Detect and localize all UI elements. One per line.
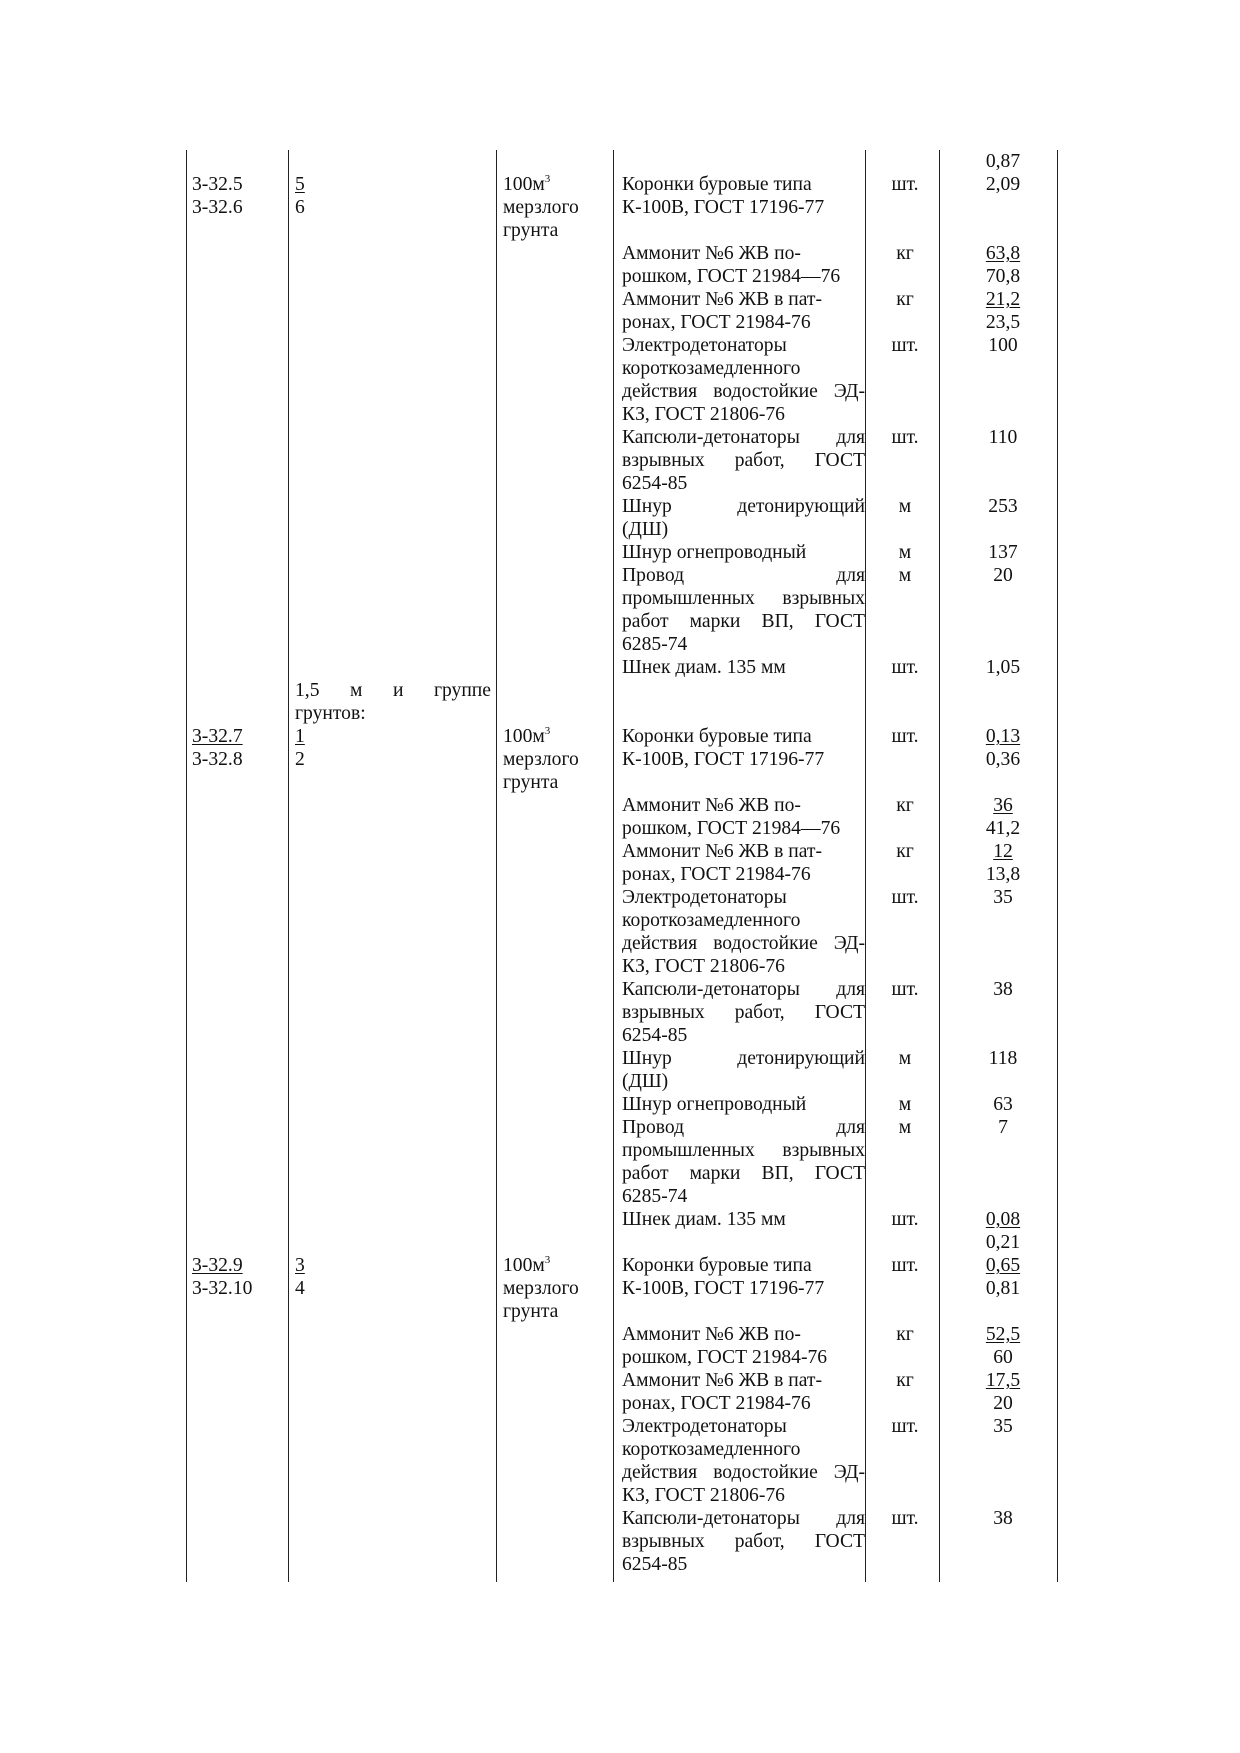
resource-name (622, 357, 865, 380)
cell-text: Аммонит №6 ЖВ в пат- (622, 1370, 823, 1391)
norm-value (945, 288, 1061, 311)
cell-text: 6254-85 (622, 1554, 688, 1575)
cell-text: 100м (503, 174, 545, 195)
cell-text: шт. (891, 427, 919, 448)
measure-unit (503, 771, 558, 794)
cell-text: рошком, ГОСТ 21984-76 (622, 1347, 828, 1368)
norm-value (945, 1047, 1061, 1070)
resource-name (622, 1139, 865, 1162)
resource-unit (869, 288, 941, 311)
norm-value (945, 1507, 1061, 1530)
cell-text: Шнур огнепроводный (622, 542, 807, 563)
cell-text: рошком, ГОСТ 21984—76 (622, 266, 841, 287)
cell-text: работ марки ВП, ГОСТ (622, 611, 865, 632)
resource-name (622, 1323, 865, 1346)
resource-unit (869, 173, 941, 196)
cell-text: промышленных взрывных (622, 588, 865, 609)
cell-text: (ДШ) (622, 519, 669, 540)
resource-unit (869, 725, 941, 748)
resource-name (622, 1047, 865, 1070)
norm-value (945, 886, 1061, 909)
cell-text: рошком, ГОСТ 21984—76 (622, 818, 841, 839)
resource-name (622, 1277, 865, 1300)
resource-name (622, 242, 865, 265)
norm-value (945, 840, 1061, 863)
cell-text: 35 (993, 887, 1013, 908)
resource-unit (869, 1116, 941, 1139)
cell-text: кг (896, 841, 914, 862)
cell-text: 4 (295, 1278, 305, 1299)
cell-text: 6285-74 (622, 634, 688, 655)
resource-name (622, 449, 865, 472)
resource-name (622, 288, 865, 311)
measure-unit (503, 1300, 558, 1323)
cell-text: 38 (993, 1508, 1013, 1529)
cell-text: Аммонит №6 ЖВ по- (622, 243, 801, 264)
cell-text: 1,5 м и группе (295, 680, 491, 701)
norm-value (945, 495, 1061, 518)
cell-text: 60 (993, 1347, 1013, 1368)
cell-text: 137 (988, 542, 1018, 563)
norm-value (945, 817, 1061, 840)
norm-value (945, 242, 1061, 265)
cell-text: 63 (993, 1094, 1013, 1115)
table-column-border (186, 150, 187, 1582)
cell-text: 3-32.7 (192, 726, 243, 747)
resource-name (622, 1438, 865, 1461)
resource-name (622, 633, 865, 656)
cell-text: Электродетонаторы (622, 335, 787, 356)
group-number (295, 725, 305, 748)
cell-text: КЗ, ГОСТ 21806-76 (622, 404, 785, 425)
cell-text: Капсюли-детонаторы для (622, 979, 865, 1000)
cell-text: шт. (891, 1255, 919, 1276)
cell-text: 21,2 (985, 289, 1021, 310)
resource-name (622, 196, 865, 219)
cell-text: 2 (295, 749, 305, 770)
cell-text: 0,08 (985, 1209, 1021, 1230)
cell-text: Электродетонаторы (622, 887, 787, 908)
resource-name (622, 311, 865, 334)
cell-text: короткозамедленного (622, 910, 801, 931)
cell-text: 6254-85 (622, 1025, 688, 1046)
norm-code (192, 748, 243, 771)
group-number (295, 702, 366, 725)
resource-name (622, 1369, 865, 1392)
cell-text: ронах, ГОСТ 21984-76 (622, 864, 811, 885)
norm-value (945, 863, 1061, 886)
norm-value (945, 1231, 1061, 1254)
cell-text: 0,21 (985, 1232, 1021, 1253)
cell-text: 36 (993, 795, 1013, 816)
cell-text: шт. (891, 657, 919, 678)
cell-text: мерзлого (503, 749, 579, 770)
cell-text: 3-32.8 (192, 749, 243, 770)
norm-value (945, 1323, 1061, 1346)
cell-text: короткозамедленного (622, 1439, 801, 1460)
resource-name (622, 472, 865, 495)
cell-text: 63,8 (985, 243, 1021, 264)
norm-value (945, 1346, 1061, 1369)
resource-name (622, 426, 865, 449)
norm-value (945, 794, 1061, 817)
resource-name (622, 794, 865, 817)
norm-value (945, 173, 1061, 196)
group-caption (295, 679, 491, 702)
cell-text: шт. (891, 335, 919, 356)
cell-text: 6 (295, 197, 305, 218)
norm-value (945, 426, 1061, 449)
cell-text: кг (896, 243, 914, 264)
resource-name (622, 955, 865, 978)
cell-text: ронах, ГОСТ 21984-76 (622, 312, 811, 333)
resource-unit (869, 495, 941, 518)
cell-text: 6285-74 (622, 1186, 688, 1207)
norm-value (945, 1415, 1061, 1438)
norm-code (192, 196, 243, 219)
cell-text: 3-32.6 (192, 197, 243, 218)
group-number (295, 196, 305, 219)
table-column-border (865, 150, 866, 1582)
cell-text: 5 (295, 174, 305, 195)
cell-text: 0,65 (985, 1255, 1021, 1276)
resource-name (622, 1346, 865, 1369)
cell-text: грунта (503, 772, 559, 793)
resource-name (622, 909, 865, 932)
cell-text: 20 (993, 565, 1013, 586)
cell-text: 100м (503, 726, 545, 747)
resource-unit (869, 1323, 941, 1346)
measure-unit (503, 196, 579, 219)
cell-text: 1 (295, 726, 305, 747)
norm-value (945, 564, 1061, 587)
table-column-border (613, 150, 614, 1582)
cell-text: 3-32.10 (192, 1278, 253, 1299)
cell-text: Аммонит №6 ЖВ по- (622, 795, 801, 816)
resource-unit (869, 978, 941, 1001)
unit-exponent: 3 (544, 725, 551, 737)
cell-text: шт. (891, 174, 919, 195)
cell-text: 118 (988, 1048, 1018, 1069)
norm-value (945, 748, 1061, 771)
cell-text: 3-32.9 (192, 1255, 243, 1276)
norm-value (945, 1392, 1061, 1415)
cell-text: м (898, 1048, 912, 1069)
resource-name (622, 1392, 865, 1415)
table-column-border (288, 150, 289, 1582)
cell-text: м (898, 1094, 912, 1115)
cell-text: 0,36 (985, 749, 1021, 770)
resource-name (622, 1530, 865, 1553)
resource-unit (869, 564, 941, 587)
norm-value (945, 978, 1061, 1001)
resource-unit (869, 1415, 941, 1438)
cell-text: Шнур детонирующий (622, 496, 865, 517)
cell-text: 100м (503, 1255, 545, 1276)
cell-text: Провод для (622, 565, 865, 586)
resource-name (622, 495, 865, 518)
table-column-border (939, 150, 940, 1582)
cell-text: шт. (891, 887, 919, 908)
resource-name (622, 380, 865, 403)
resource-name (622, 840, 865, 863)
cell-text: (ДШ) (622, 1071, 669, 1092)
cell-text: 52,5 (985, 1324, 1021, 1345)
norm-value (945, 1208, 1061, 1231)
resource-name (622, 932, 865, 955)
cell-text: Шнек диам. 135 мм (622, 657, 786, 678)
resource-name (622, 1208, 865, 1231)
resource-name (622, 265, 865, 288)
resource-name (622, 1001, 865, 1024)
cell-text: Провод для (622, 1117, 865, 1138)
cell-text: 38 (993, 979, 1013, 1000)
cell-text: работ марки ВП, ГОСТ (622, 1163, 865, 1184)
norm-value (945, 541, 1061, 564)
cell-text: взрывных работ, ГОСТ (622, 1002, 865, 1023)
cell-text: промышленных взрывных (622, 1140, 865, 1161)
resource-name (622, 541, 865, 564)
cell-text: кг (896, 1370, 914, 1391)
resource-name (622, 518, 865, 541)
cell-text: 0,13 (985, 726, 1021, 747)
group-number (295, 173, 305, 196)
resource-unit (869, 656, 941, 679)
cell-text: Коронки буровые типа (622, 726, 812, 747)
resource-name (622, 1553, 865, 1576)
measure-unit (503, 1277, 579, 1300)
norm-value (945, 725, 1061, 748)
cell-text: 13,8 (985, 864, 1021, 885)
measure-unit (503, 219, 558, 242)
cell-text: 7 (998, 1117, 1008, 1138)
norm-code (192, 1254, 243, 1277)
norm-value (945, 334, 1061, 357)
cell-text: 3-32.5 (192, 174, 243, 195)
resource-name (622, 748, 865, 771)
cell-text: действия водостойкие ЭД- (622, 1462, 865, 1483)
resource-name (622, 1162, 865, 1185)
norm-code (192, 725, 243, 748)
resource-name (622, 1024, 865, 1047)
resource-name (622, 1185, 865, 1208)
cell-text: взрывных работ, ГОСТ (622, 450, 865, 471)
resource-name (622, 1461, 865, 1484)
cell-text: 35 (993, 1416, 1013, 1437)
cell-text: Шнек диам. 135 мм (622, 1209, 786, 1230)
resource-unit (869, 426, 941, 449)
cell-text: кг (896, 289, 914, 310)
unit-exponent: 3 (544, 1254, 551, 1266)
norm-value (945, 1277, 1061, 1300)
resource-name (622, 886, 865, 909)
resource-name (622, 564, 865, 587)
cell-text: м (898, 496, 912, 517)
resource-unit (869, 541, 941, 564)
cell-text: 20 (993, 1393, 1013, 1414)
cell-text: шт. (891, 979, 919, 1000)
cell-text: взрывных работ, ГОСТ (622, 1531, 865, 1552)
resource-name (622, 978, 865, 1001)
cell-text: Коронки буровые типа (622, 1255, 812, 1276)
cell-text: КЗ, ГОСТ 21806-76 (622, 956, 785, 977)
cell-text: мерзлого (503, 1278, 579, 1299)
table-column-border (496, 150, 497, 1582)
resource-name (622, 863, 865, 886)
resource-unit (869, 1208, 941, 1231)
resource-name (622, 403, 865, 426)
cell-text: Шнур огнепроводный (622, 1094, 807, 1115)
norm-code (192, 1277, 252, 1300)
resource-name (622, 656, 865, 679)
cell-text: грунта (503, 220, 559, 241)
measure-unit (503, 725, 550, 748)
cell-text: К-100В, ГОСТ 17196-77 (622, 197, 825, 218)
cell-text: К-100В, ГОСТ 17196-77 (622, 749, 825, 770)
cell-text: 17,5 (985, 1370, 1021, 1391)
measure-unit (503, 1254, 550, 1277)
resource-unit (869, 242, 941, 265)
resource-name (622, 1484, 865, 1507)
cell-text: действия водостойкие ЭД- (622, 933, 865, 954)
resource-name (622, 817, 865, 840)
resource-name (622, 1254, 865, 1277)
cell-text: 0,87 (985, 151, 1021, 172)
cell-text: короткозамедленного (622, 358, 801, 379)
group-number (295, 748, 305, 771)
resource-name (622, 1507, 865, 1530)
cell-text: 3 (295, 1255, 305, 1276)
cell-text: Аммонит №6 ЖВ в пат- (622, 289, 823, 310)
cell-text: Аммонит №6 ЖВ по- (622, 1324, 801, 1345)
cell-text: 110 (988, 427, 1018, 448)
cell-text: грунта (503, 1301, 559, 1322)
cell-text: 100 (988, 335, 1018, 356)
cell-text: м (898, 565, 912, 586)
group-number (295, 1254, 305, 1277)
resource-name (622, 173, 865, 196)
cell-text: 253 (988, 496, 1018, 517)
resource-name (622, 1415, 865, 1438)
resource-name (622, 587, 865, 610)
cell-text: кг (896, 1324, 914, 1345)
norm-value (945, 311, 1061, 334)
cell-text: шт. (891, 1209, 919, 1230)
cell-text: КЗ, ГОСТ 21806-76 (622, 1485, 785, 1506)
resource-unit (869, 1507, 941, 1530)
cell-text: шт. (891, 726, 919, 747)
cell-text: м (898, 542, 912, 563)
resource-unit (869, 794, 941, 817)
cell-text: 70,8 (985, 266, 1021, 287)
cell-text: кг (896, 795, 914, 816)
norm-code (192, 173, 243, 196)
norm-value (945, 1254, 1061, 1277)
cell-text: действия водостойкие ЭД- (622, 381, 865, 402)
cell-text: 0,81 (985, 1278, 1021, 1299)
norm-value (945, 150, 1061, 173)
resource-name (622, 1093, 865, 1116)
resource-unit (869, 334, 941, 357)
resource-name (622, 1116, 865, 1139)
measure-unit (503, 748, 579, 771)
resource-unit (869, 1047, 941, 1070)
cell-text: К-100В, ГОСТ 17196-77 (622, 1278, 825, 1299)
cell-text: 1,05 (985, 657, 1021, 678)
cell-text: Электродетонаторы (622, 1416, 787, 1437)
cell-text: Капсюли-детонаторы для (622, 427, 865, 448)
cell-text: 41,2 (985, 818, 1021, 839)
norm-value (945, 1093, 1061, 1116)
unit-exponent: 3 (544, 173, 551, 185)
resource-unit (869, 886, 941, 909)
cell-text: м (898, 1117, 912, 1138)
resource-unit (869, 840, 941, 863)
measure-unit (503, 173, 550, 196)
cell-text: грунтов: (295, 703, 366, 724)
cell-text: 2,09 (985, 174, 1021, 195)
resource-unit (869, 1369, 941, 1392)
cell-text: 23,5 (985, 312, 1021, 333)
cell-text: шт. (891, 1416, 919, 1437)
norm-value (945, 1369, 1061, 1392)
cell-text: Капсюли-детонаторы для (622, 1508, 865, 1529)
resource-name (622, 1070, 865, 1093)
resource-unit (869, 1254, 941, 1277)
norm-value (945, 1116, 1061, 1139)
group-number (295, 1277, 305, 1300)
cell-text: Аммонит №6 ЖВ в пат- (622, 841, 823, 862)
norm-value (945, 656, 1061, 679)
resource-name (622, 725, 865, 748)
cell-text: Шнур детонирующий (622, 1048, 865, 1069)
cell-text: ронах, ГОСТ 21984-76 (622, 1393, 811, 1414)
norm-value (945, 265, 1061, 288)
resource-name (622, 610, 865, 633)
resource-name (622, 334, 865, 357)
resource-unit (869, 1093, 941, 1116)
cell-text: 12 (993, 841, 1013, 862)
cell-text: мерзлого (503, 197, 579, 218)
cell-text: шт. (891, 1508, 919, 1529)
cell-text: Коронки буровые типа (622, 174, 812, 195)
cell-text: 6254-85 (622, 473, 688, 494)
